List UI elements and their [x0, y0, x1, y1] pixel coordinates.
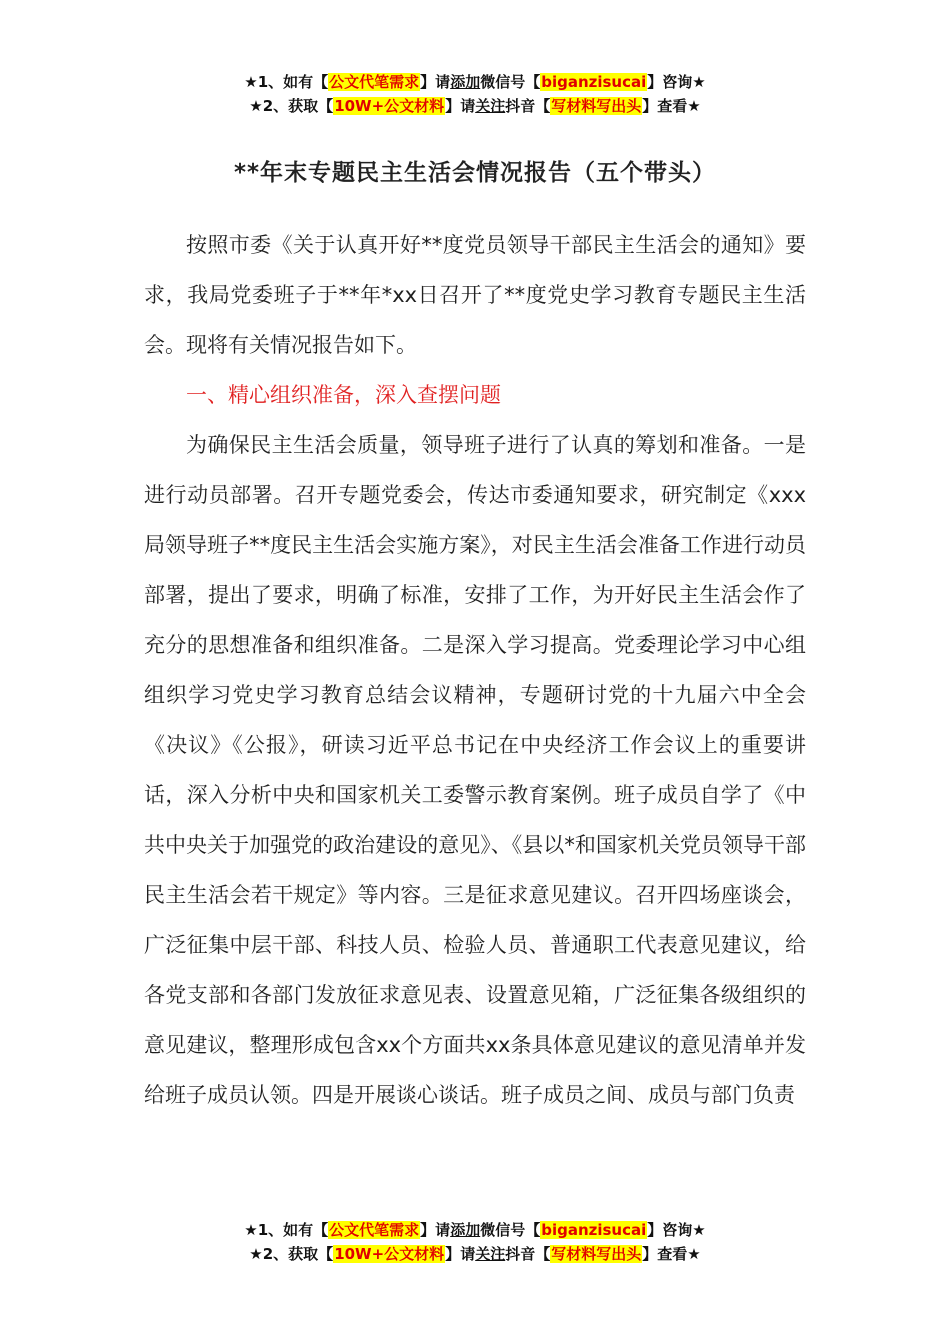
banner-line-2: ★2、获取【10W+公文材料】请关注抖音【写材料写出头】查看★: [249, 97, 701, 115]
highlight-wechat-id: biganzisucai: [541, 1221, 647, 1239]
footer-banner: [0, 1218, 950, 1266]
banner-line-1: ★1、如有【公文代笔需求】请添加微信号【biganzisucai】咨询★: [244, 1221, 706, 1239]
highlight-materials: 10W+公文材料: [334, 1245, 445, 1263]
highlight-wechat-id: biganzisucai: [541, 73, 647, 91]
section-1-paragraph: 为确保民主生活会质量，领导班子进行了认真的筹划和准备。一是进行动员部署。召开专题党委会，传达市委通知要求，研究制定《xxx局领导班子**度民主生活会实施方案》，对民主生活会准备工作进行动员部署，提出了要求，明确了标准，安排了工作，为开好民主生活会作了充分的思想准备和组织准备。二是深入学习提高。党委理论学习中心组组织学习党史学习教育总结会议精神，专题研讨党的十九届六中全会《决议》《公报》，研读习近平总书记在中央经济工作会议上的重要讲话，深入分析中央和国家机关工委警示教育案例。班子成员自学了《中共中央关于加强党的政治建设的意见》、《县以*和国家机关党员领导干部民主生活会若干规定》等内容。三是征求意见建议。召开四场座谈会，广泛征集中层干部、科技人员、检验人员、普通职工代表意见建议，给各党支部和各部门发放征求意见表、设置意见箱，广泛征集各级组织的意见建议，整理形成包含xx个方面共xx条具体意见建议的意见清单并发给班子成员认领。四是开展谈心谈话。班子成员之间、成员与部门负责: [144, 433, 806, 1107]
banner-line-1: ★1、如有【公文代笔需求】请添加微信号【biganzisucai】咨询★: [244, 73, 706, 91]
highlight-douyin-account: 写材料写出头: [551, 97, 642, 115]
document-title: **年末专题民主生活会情况报告（五个带头）: [233, 160, 717, 186]
document-body: [144, 220, 806, 1120]
highlight-service: 公文代笔需求: [329, 1221, 420, 1239]
highlight-materials: 10W+公文材料: [334, 97, 445, 115]
intro-paragraph: 按照市委《关于认真开好**度党员领导干部民主生活会的通知》要求，我局党委班子于**年*xx日召开了**度党史学习教育专题民主生活会。现将有关情况报告如下。: [144, 233, 806, 357]
highlight-douyin-account: 写材料写出头: [551, 1245, 642, 1263]
banner-line-2: ★2、获取【10W+公文材料】请关注抖音【写材料写出头】查看★: [249, 1245, 701, 1263]
highlight-service: 公文代笔需求: [329, 73, 420, 91]
header-banner: [0, 70, 950, 118]
section-heading-1: 一、精心组织准备，深入查摆问题: [186, 383, 501, 407]
